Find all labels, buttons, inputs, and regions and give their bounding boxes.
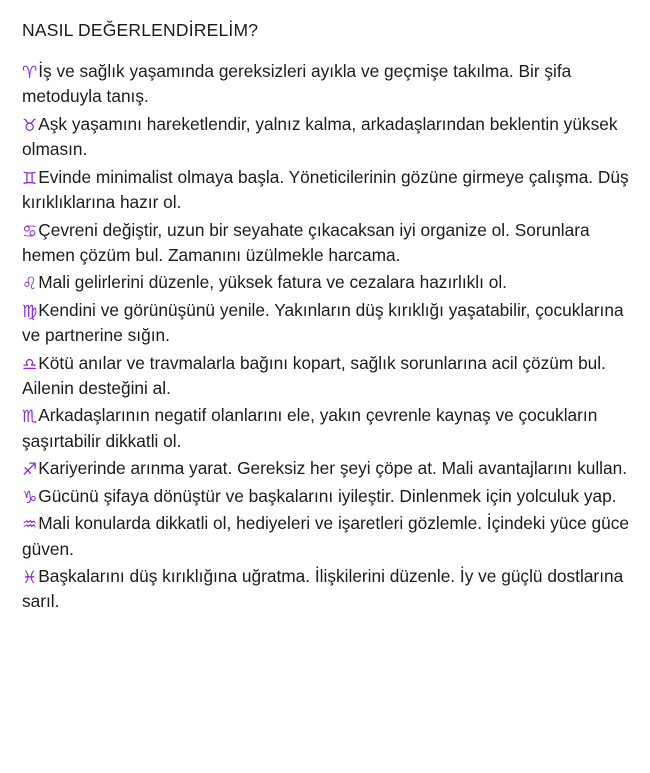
- list-item: [22, 484, 632, 509]
- capricorn-icon: ♑: [22, 487, 38, 508]
- list-item: [22, 456, 632, 481]
- zodiac-entry-list: [22, 59, 632, 615]
- entry-text: Evinde minimalist olmaya başla. Yöneticilerinin gözüne girmeye çalışma. Düş kırıklıklarına hazır ol.: [22, 166, 629, 213]
- list-item: [22, 351, 632, 402]
- sagittarius-icon: ♐: [22, 460, 38, 481]
- list-item: [22, 403, 632, 454]
- entry-text: Kötü anılar ve travmalarla bağını kopart, sağlık sorunlarına acil çözüm bul. Ailenin desteğini al.: [22, 352, 606, 399]
- cancer-icon: ♋: [22, 221, 38, 242]
- entry-text: Başkalarını düş kırıklığına uğratma. İlişkilerini düzenle. İy ve güçlü dostlarına sarıl.: [22, 566, 624, 612]
- list-item: [22, 298, 632, 349]
- gemini-icon: ♊: [22, 168, 38, 189]
- entry-text: Çevreni değiştir, uzun bir seyahate çıkacaksan iyi organize ol. Sorunlara hemen çözüm bul. Zamanını üzülmekle harcama.: [22, 219, 590, 265]
- entry-text: Mali konularda dikkatli ol, hediyeleri ve işaretleri gözlemle. İçindeki yüce güce güven.: [22, 513, 629, 559]
- list-item: [22, 270, 632, 295]
- aries-icon: ♈: [22, 63, 38, 83]
- virgo-icon: ♍: [22, 301, 38, 322]
- entry-text: Mali gelirlerini düzenle, yüksek fatura ve cezalara hazırlıklı ol.: [38, 272, 507, 293]
- libra-icon: ♎: [22, 354, 38, 375]
- pisces-icon: ♓: [22, 568, 38, 589]
- entry-text: Kariyerinde arınma yarat. Gereksiz her şeyi çöpe at. Mali avantajlarını kullan.: [38, 458, 628, 479]
- aquarius-icon: ♒: [22, 515, 38, 536]
- entry-text: Gücünü şifaya dönüştür ve başkalarını iyileştir. Dinlenmek için yolculuk yap.: [38, 485, 617, 506]
- list-item: [22, 165, 632, 216]
- list-item: [22, 564, 632, 615]
- entry-text: Kendini ve görünüşünü yenile. Yakınların düş kırıklığı yaşatabilir, çocuklarına ve partnerine sığın.: [22, 299, 624, 346]
- leo-icon: ♌: [22, 274, 38, 295]
- page-title: NASIL DEĞERLENDİRELİM?: [22, 20, 259, 40]
- entry-text: İş ve sağlık yaşamında gereksizleri ayıkla ve geçmişe takılma. Bir şifa metoduyla tanış.: [22, 61, 572, 107]
- entry-text: Aşk yaşamını hareketlendir, yalnız kalma, arkadaşlarından beklentin yüksek olmasın.: [22, 113, 618, 160]
- list-item: [22, 218, 632, 269]
- scorpio-icon: ♏: [22, 407, 38, 428]
- list-item: [22, 112, 632, 163]
- list-item: [22, 59, 632, 110]
- entry-text: Arkadaşlarının negatif olanlarını ele, yakın çevrenle kaynaş ve çocukların şaşırtabilir dikkatli ol.: [22, 405, 598, 451]
- taurus-icon: ♉: [22, 115, 38, 136]
- list-item: [22, 511, 632, 562]
